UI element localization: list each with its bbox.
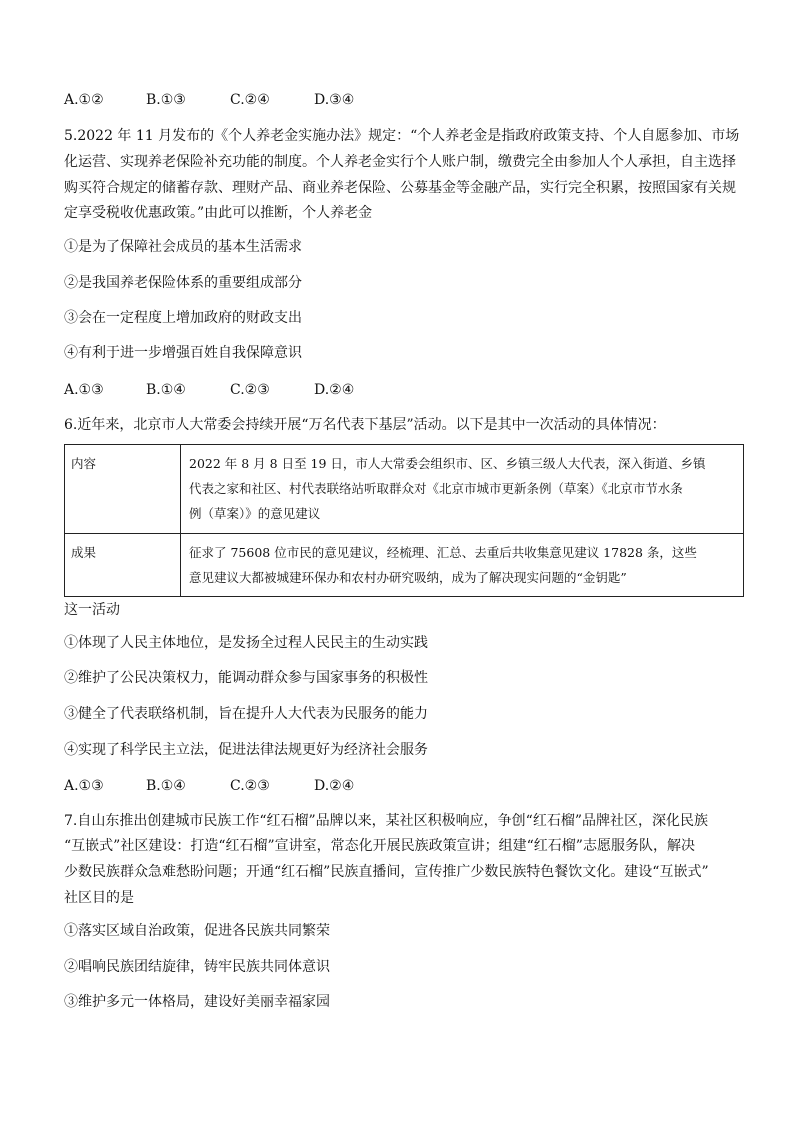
q6-statement-4: ④实现了科学民主立法，促进法律法规更好为经济社会服务 <box>64 742 428 758</box>
q7-stem-line: 社区目的是 <box>64 890 134 906</box>
table-row <box>65 445 744 534</box>
q7-statement-2: ②唱响民族团结旋律，铸牢民族共同体意识 <box>64 959 330 975</box>
option-d: D.②④ <box>314 778 355 794</box>
q6-info-table <box>64 444 744 597</box>
option-d: D.②④ <box>314 382 355 398</box>
table-cell-line: 征求了 75608 位市民的意见建议，经梳理、汇总、去重后共收集意见建议 17828 条，这些 <box>189 545 697 560</box>
q6-statement-1: ①体现了人民主体地位，是发扬全过程人民民主的生动实践 <box>64 635 428 651</box>
q5-statement-4: ④有利于进一步增强百姓自我保障意识 <box>64 345 302 361</box>
option-b: B.①③ <box>146 92 186 108</box>
table-row-content <box>181 534 744 597</box>
q5-statement-2: ②是我国养老保险体系的重要组成部分 <box>64 275 302 291</box>
option-a: A.①③ <box>64 382 104 398</box>
option-d: D.③④ <box>314 92 355 108</box>
option-c: C.②④ <box>230 92 270 108</box>
table-row-label: 内容 <box>65 445 181 534</box>
option-c: C.②③ <box>230 778 270 794</box>
q5-stem-line: 定享受税收优惠政策。”由此可以推断，个人养老金 <box>64 205 373 221</box>
option-b: B.①④ <box>146 382 186 398</box>
q7-stem-line: “互嵌式”社区建设：打造“红石榴”宣讲室，常态化开展民族政策宣讲；组建“红石榴”志愿服务队，解决 <box>64 838 695 854</box>
table-row <box>65 534 744 597</box>
option-a: A.①③ <box>64 778 104 794</box>
q7-stem-line: 7.自山东推出创建城市民族工作“红石榴”品牌以来，某社区积极响应，争创“红石榴”品牌社区，深化民族 <box>64 813 708 829</box>
q6-stem: 6.近年来，北京市人大常委会持续开展“万名代表下基层”活动。以下是其中一次活动的具体情况： <box>64 417 666 433</box>
q6-statement-2: ②维护了公民决策权力，能调动群众参与国家事务的积极性 <box>64 670 428 686</box>
q7-stem-line: 少数民族群众急难愁盼问题；开通“红石榴”民族直播间，宣传推广少数民族特色餐饮文化。建设“互嵌式” <box>64 864 709 880</box>
table-cell-line: 代表之家和社区、村代表联络站听取群众对《北京市城市更新条例（草案）《北京市节水条 <box>189 481 683 496</box>
q5-stem-line: 购买符合规定的储蓄存款、理财产品、商业养老保险、公募基金等金融产品，实行完全积累，按照国家有关规 <box>64 180 736 196</box>
option-c: C.②③ <box>230 382 270 398</box>
table-cell-line: 意见建议大都被城建环保办和农村办研究吸纳，成为了解决现实问题的“金钥匙” <box>189 570 627 585</box>
q6-statement-3: ③健全了代表联络机制，旨在提升人大代表为民服务的能力 <box>64 706 428 722</box>
q5-options <box>64 380 394 400</box>
q6-options <box>64 776 394 796</box>
q7-statement-1: ①落实区域自治政策，促进各民族共同繁荣 <box>64 923 330 939</box>
table-cell-line: 例（草案）》的意见建议 <box>189 506 321 521</box>
q5-statement-1: ①是为了保障社会成员的基本生活需求 <box>64 239 302 255</box>
q4-options <box>64 90 394 110</box>
q6-after-text: 这一活动 <box>64 602 120 618</box>
option-a: A.①② <box>64 92 104 108</box>
q5-stem-line: 5.2022 年 11 月发布的《个人养老金实施办法》规定：“个人养老金是指政府政策支持、个人自愿参加、市场 <box>64 128 740 144</box>
q5-stem-line: 化运营、实现养老保险补充功能的制度。个人养老金实行个人账户制，缴费完全由参加人个人承担，自主选择 <box>64 154 736 170</box>
table-row-content <box>181 445 744 534</box>
q7-statement-3: ③维护多元一体格局，建设好美丽幸福家园 <box>64 994 330 1010</box>
table-row-label: 成果 <box>65 534 181 597</box>
q5-statement-3: ③会在一定程度上增加政府的财政支出 <box>64 310 302 326</box>
table-cell-line: 2022 年 8 月 8 日至 19 日，市人大常委会组织市、区、乡镇三级人大代表，深入街道、乡镇 <box>189 456 706 471</box>
option-b: B.①④ <box>146 778 186 794</box>
